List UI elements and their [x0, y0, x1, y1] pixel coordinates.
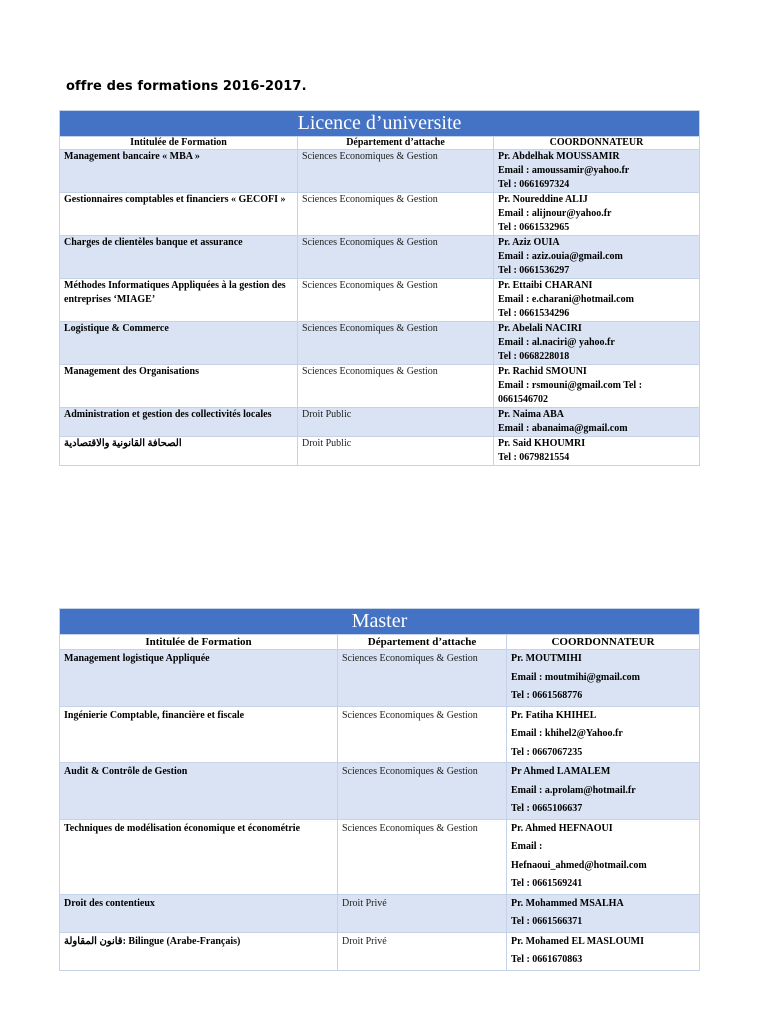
departement-cell: Sciences Economiques & Gestion	[298, 236, 494, 279]
table-row	[60, 894, 700, 932]
table-row	[60, 150, 700, 193]
formation-cell: Management bancaire « MBA »	[60, 150, 298, 193]
coordonnateur-cell	[494, 150, 700, 193]
coordonnateur-cell	[507, 932, 700, 970]
table-row	[60, 279, 700, 322]
formation-cell: Management des Organisations	[60, 365, 298, 408]
coordonnateur-line: Tel : 0661534296	[498, 308, 570, 319]
departement-cell: Sciences Economiques & Gestion	[338, 763, 507, 820]
coordonnateur-line: Pr. Said KHOUMRI	[498, 438, 586, 449]
formation-cell: Méthodes Informatiques Appliquées à la gestion des entreprises ‘MIAGE’	[60, 279, 298, 322]
document-heading: offre des formations 2016-2017.	[66, 79, 307, 94]
col-header-formation: Intitulée de Formation	[60, 635, 338, 650]
table-row	[60, 650, 700, 707]
coordonnateur-line: 0661546702	[498, 394, 548, 405]
departement-cell: Droit Privé	[338, 932, 507, 970]
coordonnateur-line: Pr. Naima ABA	[498, 409, 565, 420]
coordonnateur-line: Tel : 0661569241	[511, 878, 583, 889]
table-row	[60, 763, 700, 820]
formation-cell: Gestionnaires comptables et financiers « GECOFI »	[60, 193, 298, 236]
formation-cell: Audit & Contrôle de Gestion	[60, 763, 338, 820]
coordonnateur-line: Tel : 0661536297	[498, 265, 570, 276]
coordonnateur-cell	[494, 322, 700, 365]
table-row	[60, 932, 700, 970]
coordonnateur-line: Tel : 0661532965	[498, 222, 570, 233]
departement-cell: Droit Privé	[338, 894, 507, 932]
coordonnateur-line: Pr. Rachid SMOUNI	[498, 366, 587, 377]
coordonnateur-cell	[507, 763, 700, 820]
coordonnateur-line: Tel : 0667067235	[511, 746, 583, 758]
col-header-departement: Département d’attache	[298, 137, 494, 150]
table-row	[60, 365, 700, 408]
coordonnateur-line: Tel : 0661697324	[498, 179, 570, 190]
col-header-coordonnateur: COORDONNATEUR	[507, 635, 700, 650]
coordonnateur-line: Pr. MOUTMIHI	[511, 653, 582, 664]
coordonnateur-line: Tel : 0668228018	[498, 351, 570, 362]
coordonnateur-line: Pr Ahmed LAMALEM	[511, 766, 611, 777]
coordonnateur-cell	[494, 279, 700, 322]
col-header-coordonnateur: COORDONNATEUR	[494, 137, 700, 150]
coordonnateur-line: Email : khihel2@Yahoo.fr	[511, 728, 623, 739]
coordonnateur-line: Email : al.naciri@ yahoo.fr	[498, 337, 615, 348]
coordonnateur-line: Email :	[511, 841, 543, 852]
master-table-title: Master	[60, 609, 700, 635]
coordonnateur-line: Email : moutmihi@gmail.com	[511, 671, 641, 683]
coordonnateur-line: Hefnaoui_ahmed@hotmail.com	[511, 859, 647, 871]
coordonnateur-cell	[494, 365, 700, 408]
coordonnateur-line: Pr. Ahmed HEFNAOUI	[511, 822, 613, 834]
departement-cell: Sciences Economiques & Gestion	[338, 819, 507, 894]
coordonnateur-line: Pr. Mohammed MSALHA	[511, 897, 624, 909]
departement-cell: Sciences Economiques & Gestion	[338, 650, 507, 707]
coordonnateur-line: Pr. Abelali NACIRI	[498, 323, 582, 334]
coordonnateur-line: Email : amoussamir@yahoo.fr	[498, 165, 630, 176]
formation-cell: Logistique & Commerce	[60, 322, 298, 365]
coordonnateur-cell	[494, 408, 700, 437]
formation-cell: الصحافة القانونية والاقتصادية	[60, 437, 298, 466]
coordonnateur-line: Email : rsmouni@gmail.com Tel :	[498, 380, 643, 391]
coordonnateur-cell	[494, 193, 700, 236]
formation-cell: Administration et gestion des collectivités locales	[60, 408, 298, 437]
coordonnateur-line: Tel : 0661670863	[511, 954, 583, 965]
formation-cell: Techniques de modélisation économique et économétrie	[60, 819, 338, 894]
coordonnateur-cell	[507, 894, 700, 932]
table-row	[60, 322, 700, 365]
table-row	[60, 193, 700, 236]
coordonnateur-line: Tel : 0679821554	[498, 452, 570, 463]
formation-cell: Droit des contentieux	[60, 894, 338, 932]
coordonnateur-line: Tel : 0661566371	[511, 916, 583, 927]
formation-cell: Management logistique Appliquée	[60, 650, 338, 707]
formation-cell: Charges de clientèles banque et assurance	[60, 236, 298, 279]
table-row	[60, 437, 700, 466]
table-row	[60, 408, 700, 437]
coordonnateur-cell	[494, 437, 700, 466]
table-row	[60, 706, 700, 763]
departement-cell: Sciences Economiques & Gestion	[298, 193, 494, 236]
formation-cell: Ingénierie Comptable, financière et fiscale	[60, 706, 338, 763]
coordonnateur-cell	[507, 706, 700, 763]
departement-cell: Sciences Economiques & Gestion	[298, 322, 494, 365]
coordonnateur-line: Email : e.charani@hotmail.com	[498, 294, 634, 305]
licence-table-title: Licence d’universite	[60, 111, 700, 137]
coordonnateur-line: Email : alijnour@yahoo.fr	[498, 208, 612, 219]
departement-cell: Sciences Economiques & Gestion	[298, 279, 494, 322]
master-table-body	[60, 650, 700, 971]
coordonnateur-cell	[507, 819, 700, 894]
master-table	[59, 608, 700, 971]
table-row	[60, 236, 700, 279]
coordonnateur-cell	[494, 236, 700, 279]
coordonnateur-line: Pr. Fatiha KHIHEL	[511, 709, 597, 721]
licence-table-body	[60, 150, 700, 466]
coordonnateur-line: Tel : 0661568776	[511, 690, 583, 701]
coordonnateur-line: Pr. Mohamed EL MASLOUMI	[511, 935, 644, 947]
coordonnateur-line: Pr. Aziz OUIA	[498, 237, 560, 248]
departement-cell: Droit Public	[298, 437, 494, 466]
licence-table	[59, 110, 700, 466]
coordonnateur-line: Email : abanaima@gmail.com	[498, 423, 628, 434]
departement-cell: Droit Public	[298, 408, 494, 437]
formation-cell: قانون المقاولة: Bilingue (Arabe-Français)	[60, 932, 338, 970]
departement-cell: Sciences Economiques & Gestion	[338, 706, 507, 763]
coordonnateur-line: Pr. Ettaibi CHARANI	[498, 280, 593, 291]
coordonnateur-line: Pr. Abdelhak MOUSSAMIR	[498, 151, 620, 162]
coordonnateur-line: Pr. Noureddine ALIJ	[498, 194, 588, 205]
departement-cell: Sciences Economiques & Gestion	[298, 150, 494, 193]
coordonnateur-line: Email : aziz.ouia@gmail.com	[498, 251, 623, 262]
coordonnateur-line: Tel : 0665106637	[511, 803, 583, 814]
coordonnateur-cell	[507, 650, 700, 707]
departement-cell: Sciences Economiques & Gestion	[298, 365, 494, 408]
col-header-formation: Intitulée de Formation	[60, 137, 298, 150]
table-row	[60, 819, 700, 894]
col-header-departement: Département d’attache	[338, 635, 507, 650]
coordonnateur-line: Email : a.prolam@hotmail.fr	[511, 784, 636, 796]
